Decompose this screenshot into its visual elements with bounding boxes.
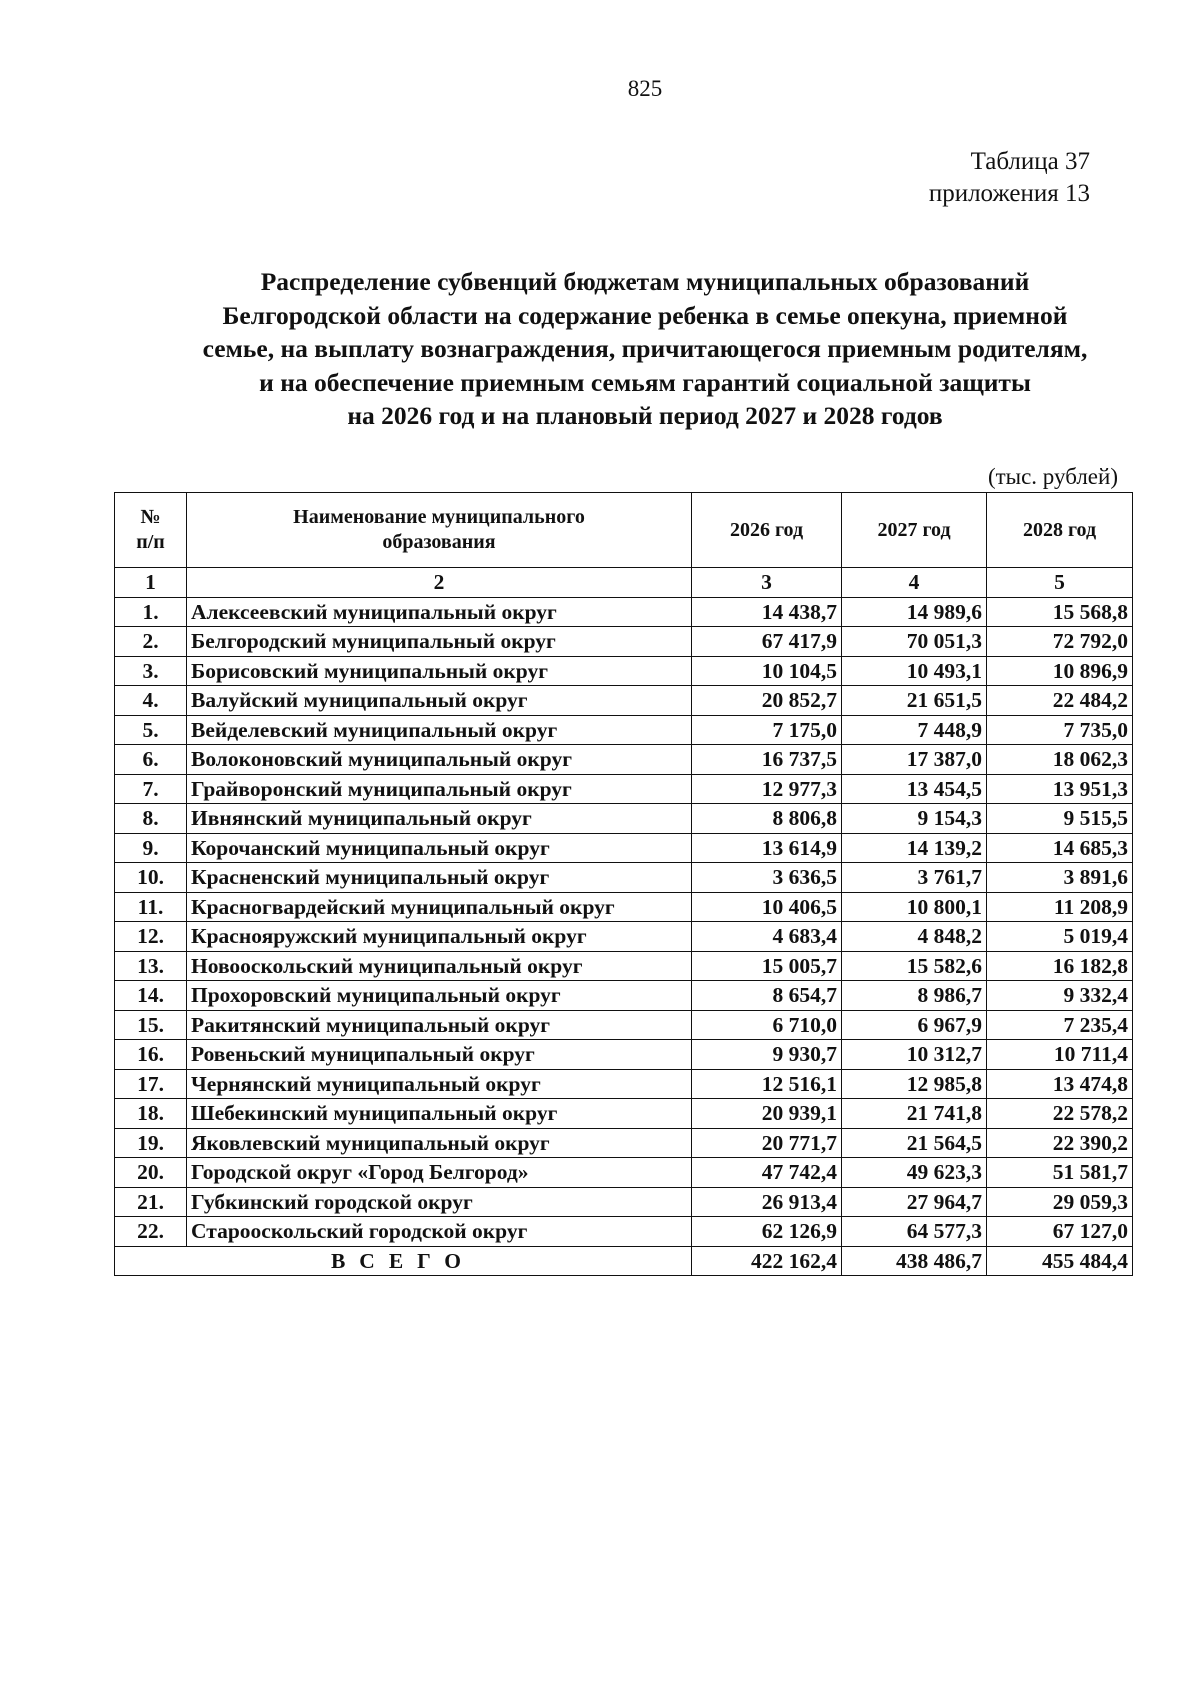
table-row (115, 774, 1133, 804)
row-number: 1. (115, 597, 187, 627)
row-number: 3. (115, 656, 187, 686)
header-2026: 2026 год (692, 493, 842, 568)
row-name: Волоконовский муниципальный округ (187, 745, 692, 775)
row-number: 18. (115, 1099, 187, 1129)
row-value-2027: 21 564,5 (842, 1128, 987, 1158)
row-number: 14. (115, 981, 187, 1011)
row-value-2028: 16 182,8 (987, 951, 1133, 981)
row-value-2026: 20 771,7 (692, 1128, 842, 1158)
col-number: 2 (187, 568, 692, 598)
row-value-2027: 12 985,8 (842, 1069, 987, 1099)
header-2027: 2027 год (842, 493, 987, 568)
title-line2: Белгородской области на содержание ребенка в семье опекуна, приемной (222, 300, 1068, 330)
row-value-2026: 67 417,9 (692, 627, 842, 657)
row-value-2028: 10 711,4 (987, 1040, 1133, 1070)
subvention-table (114, 492, 1133, 1276)
table-row (115, 951, 1133, 981)
row-value-2027: 13 454,5 (842, 774, 987, 804)
row-name: Старооскольский городской округ (187, 1217, 692, 1247)
row-number: 8. (115, 804, 187, 834)
row-number: 5. (115, 715, 187, 745)
row-name: Яковлевский муниципальный округ (187, 1128, 692, 1158)
row-name: Красненский муниципальный округ (187, 863, 692, 893)
total-2026: 422 162,4 (692, 1246, 842, 1276)
table-ref-line2: приложения 13 (928, 180, 1090, 207)
row-number: 9. (115, 833, 187, 863)
row-value-2028: 22 484,2 (987, 686, 1133, 716)
table-row (115, 597, 1133, 627)
table-row (115, 1158, 1133, 1188)
row-number: 7. (115, 774, 187, 804)
row-value-2026: 20 939,1 (692, 1099, 842, 1129)
column-number-row (115, 568, 1133, 598)
table-row (115, 627, 1133, 657)
col-number: 1 (115, 568, 187, 598)
row-value-2027: 17 387,0 (842, 745, 987, 775)
row-value-2026: 62 126,9 (692, 1217, 842, 1247)
table-row (115, 1069, 1133, 1099)
page-number: 825 (627, 76, 663, 101)
table-row (115, 1128, 1133, 1158)
header-num-line1: № (140, 506, 161, 528)
table-row (115, 981, 1133, 1011)
row-number: 6. (115, 745, 187, 775)
row-number: 12. (115, 922, 187, 952)
row-value-2027: 14 989,6 (842, 597, 987, 627)
row-name: Губкинский городской округ (187, 1187, 692, 1217)
row-value-2027: 9 154,3 (842, 804, 987, 834)
row-value-2026: 13 614,9 (692, 833, 842, 863)
row-value-2026: 47 742,4 (692, 1158, 842, 1188)
total-2027: 438 486,7 (842, 1246, 987, 1276)
row-value-2026: 6 710,0 (692, 1010, 842, 1040)
row-number: 13. (115, 951, 187, 981)
row-value-2027: 49 623,3 (842, 1158, 987, 1188)
row-value-2027: 14 139,2 (842, 833, 987, 863)
total-label: ВСЕГО (115, 1246, 692, 1276)
row-value-2028: 72 792,0 (987, 627, 1133, 657)
table-row (115, 804, 1133, 834)
row-name: Ракитянский муниципальный округ (187, 1010, 692, 1040)
row-value-2028: 9 332,4 (987, 981, 1133, 1011)
table-row (115, 715, 1133, 745)
row-value-2028: 29 059,3 (987, 1187, 1133, 1217)
header-name (187, 493, 692, 568)
table-row (115, 656, 1133, 686)
row-name: Прохоровский муниципальный округ (187, 981, 692, 1011)
row-number: 2. (115, 627, 187, 657)
total-2028: 455 484,4 (987, 1246, 1133, 1276)
table-reference (929, 146, 1090, 210)
row-value-2027: 8 986,7 (842, 981, 987, 1011)
row-value-2028: 15 568,8 (987, 597, 1133, 627)
row-value-2026: 20 852,7 (692, 686, 842, 716)
row-name: Корочанский муниципальный округ (187, 833, 692, 863)
row-value-2027: 15 582,6 (842, 951, 987, 981)
row-number: 20. (115, 1158, 187, 1188)
header-row (115, 493, 1133, 568)
table-row (115, 1187, 1133, 1217)
header-name-line1: Наименование муниципального (293, 506, 585, 528)
row-number: 22. (115, 1217, 187, 1247)
row-value-2028: 22 578,2 (987, 1099, 1133, 1129)
row-value-2027: 7 448,9 (842, 715, 987, 745)
table-row (115, 1010, 1133, 1040)
row-value-2028: 13 474,8 (987, 1069, 1133, 1099)
table-row (115, 892, 1133, 922)
row-name: Валуйский муниципальный округ (187, 686, 692, 716)
row-value-2028: 7 235,4 (987, 1010, 1133, 1040)
row-value-2026: 14 438,7 (692, 597, 842, 627)
row-value-2026: 4 683,4 (692, 922, 842, 952)
row-value-2026: 10 406,5 (692, 892, 842, 922)
units-label: (тыс. рублей) (987, 464, 1118, 489)
row-value-2028: 67 127,0 (987, 1217, 1133, 1247)
row-value-2027: 10 493,1 (842, 656, 987, 686)
row-value-2027: 21 651,5 (842, 686, 987, 716)
col-number: 5 (987, 568, 1133, 598)
title-line5: на 2026 год и на плановый период 2027 и 2028 годов (347, 401, 943, 430)
row-number: 11. (115, 892, 187, 922)
header-name-line2: образования (382, 531, 496, 553)
row-name: Ровеньский муниципальный округ (187, 1040, 692, 1070)
total-row (115, 1246, 1133, 1276)
row-name: Шебекинский муниципальный округ (187, 1099, 692, 1129)
row-value-2026: 8 806,8 (692, 804, 842, 834)
row-name: Алексеевский муниципальный округ (187, 597, 692, 627)
row-value-2027: 10 312,7 (842, 1040, 987, 1070)
table-row (115, 922, 1133, 952)
col-number: 3 (692, 568, 842, 598)
row-number: 21. (115, 1187, 187, 1217)
row-value-2026: 3 636,5 (692, 863, 842, 893)
row-number: 19. (115, 1128, 187, 1158)
row-value-2028: 22 390,2 (987, 1128, 1133, 1158)
row-number: 16. (115, 1040, 187, 1070)
row-value-2028: 3 891,6 (987, 863, 1133, 893)
row-name: Красногвардейский муниципальный округ (187, 892, 692, 922)
row-value-2027: 3 761,7 (842, 863, 987, 893)
header-num-line2: п/п (136, 531, 165, 553)
row-value-2028: 9 515,5 (987, 804, 1133, 834)
row-value-2026: 12 516,1 (692, 1069, 842, 1099)
row-value-2027: 4 848,2 (842, 922, 987, 952)
row-value-2027: 21 741,8 (842, 1099, 987, 1129)
row-value-2026: 16 737,5 (692, 745, 842, 775)
title-line1: Распределение субвенций бюджетам муниципальных образований (260, 267, 1030, 296)
table-row (115, 1099, 1133, 1129)
row-number: 17. (115, 1069, 187, 1099)
row-value-2028: 7 735,0 (987, 715, 1133, 745)
table-row (115, 686, 1133, 716)
row-name: Ивнянский муниципальный округ (187, 804, 692, 834)
header-2028: 2028 год (987, 493, 1133, 568)
row-name: Белгородский муниципальный округ (187, 627, 692, 657)
row-value-2028: 5 019,4 (987, 922, 1133, 952)
row-value-2027: 64 577,3 (842, 1217, 987, 1247)
row-value-2026: 8 654,7 (692, 981, 842, 1011)
table-row (115, 1040, 1133, 1070)
document-title (130, 265, 1160, 433)
row-value-2026: 12 977,3 (692, 774, 842, 804)
table-ref-line1: Таблица 37 (970, 148, 1090, 175)
table-body (115, 597, 1133, 1246)
row-value-2028: 51 581,7 (987, 1158, 1133, 1188)
header-num (115, 493, 187, 568)
row-value-2028: 14 685,3 (987, 833, 1133, 863)
row-name: Грайворонский муниципальный округ (187, 774, 692, 804)
row-name: Чернянский муниципальный округ (187, 1069, 692, 1099)
table-row (115, 863, 1133, 893)
row-value-2026: 10 104,5 (692, 656, 842, 686)
title-line4: и на обеспечение приемным семьям гарантий социальной защиты (259, 367, 1031, 397)
table-row (115, 745, 1133, 775)
row-value-2028: 18 062,3 (987, 745, 1133, 775)
row-value-2027: 27 964,7 (842, 1187, 987, 1217)
row-value-2028: 10 896,9 (987, 656, 1133, 686)
row-value-2027: 10 800,1 (842, 892, 987, 922)
row-number: 10. (115, 863, 187, 893)
row-name: Вейделевский муниципальный округ (187, 715, 692, 745)
col-number: 4 (842, 568, 987, 598)
row-name: Краснояружский муниципальный округ (187, 922, 692, 952)
row-value-2026: 26 913,4 (692, 1187, 842, 1217)
row-value-2026: 15 005,7 (692, 951, 842, 981)
row-value-2026: 7 175,0 (692, 715, 842, 745)
row-number: 15. (115, 1010, 187, 1040)
row-value-2027: 6 967,9 (842, 1010, 987, 1040)
row-value-2026: 9 930,7 (692, 1040, 842, 1070)
row-value-2028: 11 208,9 (987, 892, 1133, 922)
row-name: Борисовский муниципальный округ (187, 656, 692, 686)
row-number: 4. (115, 686, 187, 716)
row-value-2027: 70 051,3 (842, 627, 987, 657)
row-name: Городской округ «Город Белгород» (187, 1158, 692, 1188)
title-line3: семье, на выплату вознаграждения, причитающегося приемным родителям, (202, 334, 1088, 363)
table-row (115, 1217, 1133, 1247)
row-name: Новооскольский муниципальный округ (187, 951, 692, 981)
row-value-2028: 13 951,3 (987, 774, 1133, 804)
table-row (115, 833, 1133, 863)
